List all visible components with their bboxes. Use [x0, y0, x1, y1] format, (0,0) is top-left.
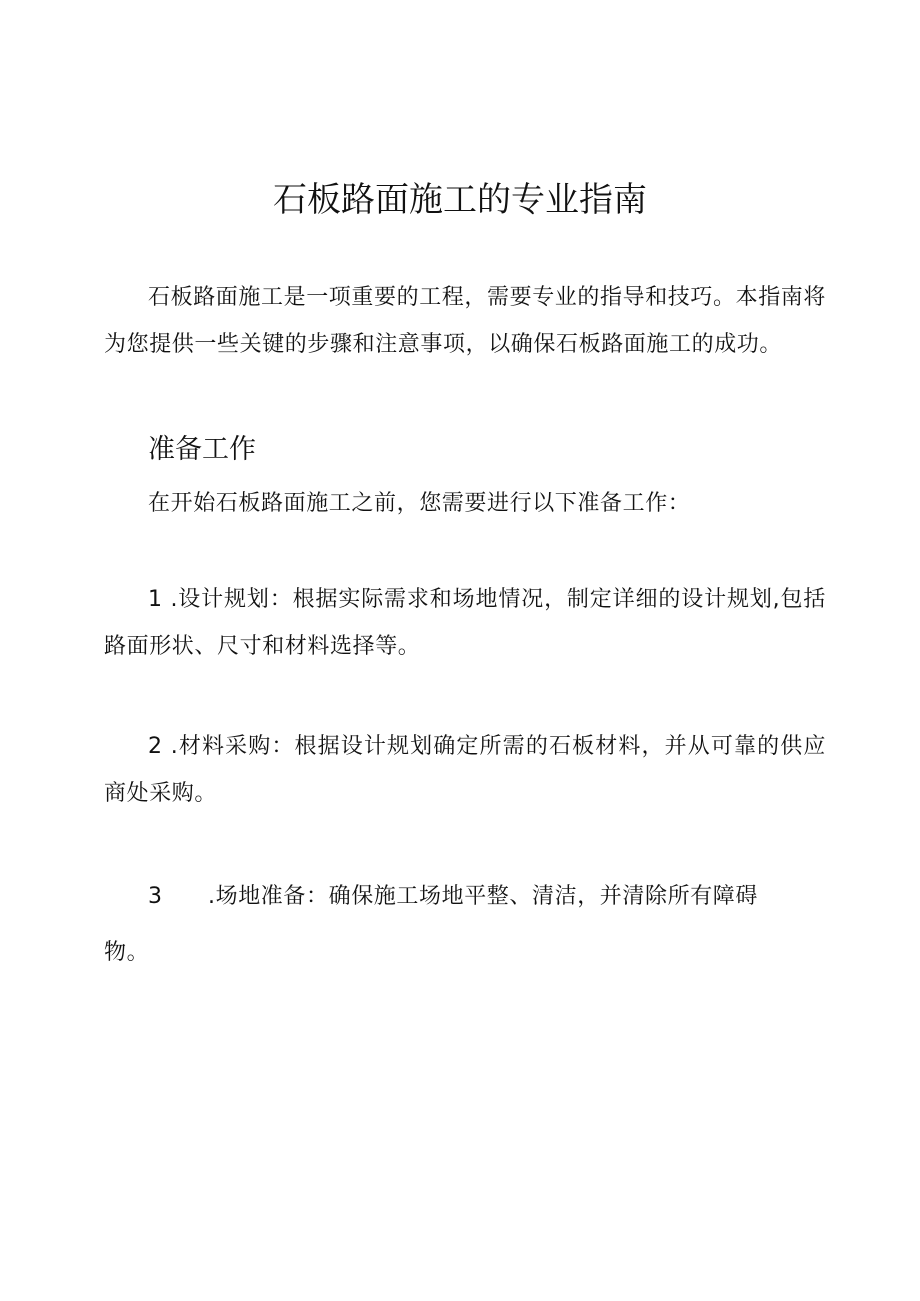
- list-item: 1 .设计规划：根据实际需求和场地情况，制定详细的设计规划,包括路面形状、尺寸和材料选择等。: [104, 587, 826, 659]
- list-item-line: [104, 876, 826, 918]
- section-heading: 准备工作: [148, 434, 256, 465]
- list-item-text: .场地准备：确保施工场地平整、清洁，并清除所有障碍: [208, 884, 758, 909]
- list-item-continuation: 物。: [104, 940, 150, 965]
- list-item: [104, 876, 826, 974]
- page-title: 石板路面施工的专业指南: [273, 180, 647, 220]
- section-intro-paragraph: 在开始石板路面施工之前，您需要进行以下准备工作：: [148, 491, 691, 516]
- list-item-number: 3: [148, 884, 163, 909]
- intro-paragraph: 石板路面施工是一项重要的工程，需要专业的指导和技巧。本指南将为您提供一些关键的步骤和注意事项，以确保石板路面施工的成功。: [104, 285, 827, 357]
- list-item: 2 .材料采购：根据设计规划确定所需的石板材料，并从可靠的供应商处采购。: [104, 734, 826, 806]
